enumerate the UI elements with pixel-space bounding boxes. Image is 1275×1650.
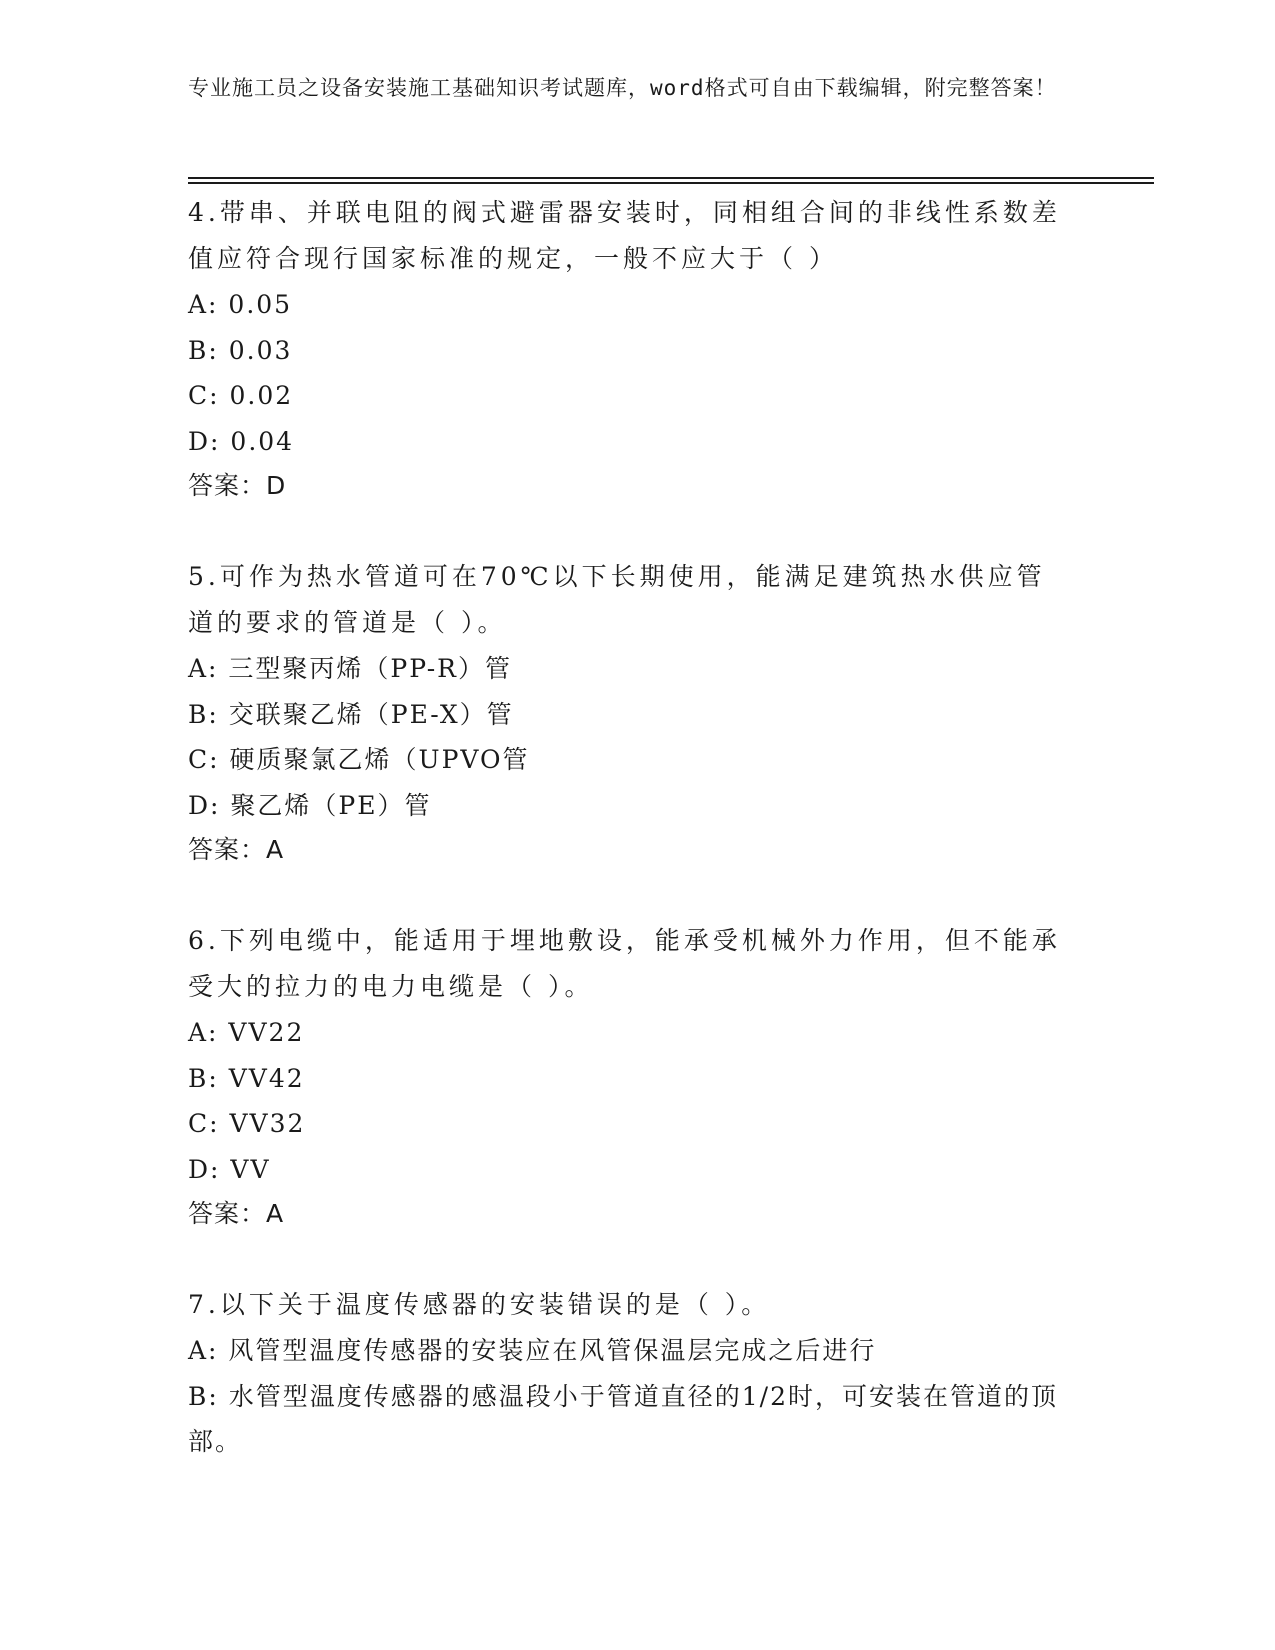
option-a: A: VV22 [188,1018,305,1047]
document-header: 专业施工员之设备安装施工基础知识考试题库，word格式可自由下载编辑，附完整答案！ [188,76,1057,100]
question-list [188,190,1068,1511]
option-b: B: 交联聚乙烯（PE-X）管 [188,699,514,729]
option-b: B: 水管型温度传感器的感温段小于管道直径的1/2时，可安装在管道的顶部。 [188,1381,1058,1456]
option-b: B: VV42 [188,1063,305,1093]
option-d: D: VV [188,1154,271,1184]
option-c: C: 硬质聚氯乙烯（UPVO管 [188,745,530,774]
question-7 [188,1282,1068,1465]
header-divider-top [188,177,1154,179]
option-b: B: 0.03 [188,335,293,365]
question-stem: 6.下列电缆中，能适用于埋地敷设，能承受机械外力作用，但不能承受大的拉力的电力电缆是（ ）。 [188,926,1061,1001]
option-a: A: 0.05 [188,290,293,319]
option-d: D: 0.04 [188,426,295,456]
option-c: C: 0.02 [188,381,294,410]
option-d: D: 聚乙烯（PE）管 [188,790,432,820]
option-c: C: VV32 [188,1109,306,1138]
option-a: A: 三型聚丙烯（PP-R）管 [188,654,512,683]
header-divider-bottom [188,182,1154,184]
question-6 [188,918,1068,1236]
question-5 [188,554,1068,872]
question-stem: 4.带串、并联电阻的阀式避雷器安装时，同相组合间的非线性系数差值应符合现行国家标准的规定，一般不应大于（ ） [188,198,1061,273]
question-stem: 7.以下关于温度传感器的安装错误的是（ ）。 [188,1290,771,1319]
option-a: A: 风管型温度传感器的安装应在风管保温层完成之后进行 [188,1336,877,1365]
answer-line: 答案：D [188,471,287,500]
question-stem: 5.可作为热水管道可在70℃以下长期使用，能满足建筑热水供应管道的要求的管道是（ ）。 [188,562,1046,637]
answer-line: 答案：A [188,835,285,864]
answer-line: 答案：A [188,1199,285,1228]
question-4 [188,190,1068,508]
